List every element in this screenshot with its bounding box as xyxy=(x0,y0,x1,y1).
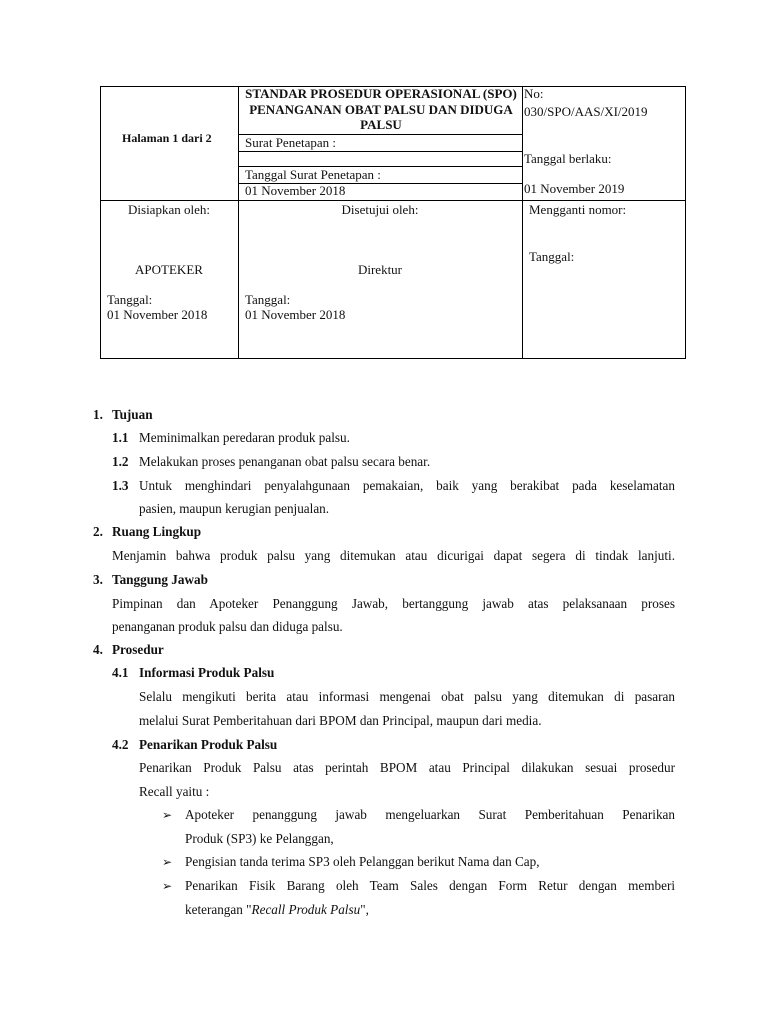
disetujui-tanggal-label: Tanggal: xyxy=(245,292,291,307)
section-number: 4. xyxy=(93,642,103,657)
spo-title-line1: STANDAR PROSEDUR OPERASIONAL (SPO) xyxy=(245,86,517,101)
disiapkan-label: Disiapkan oleh: xyxy=(128,202,210,217)
disiapkan-role: APOTEKER xyxy=(135,262,203,277)
spo-title-line3: PALSU xyxy=(360,117,402,132)
bullet-2: Pengisian tanda terima SP3 oleh Pelanggan berikut Nama dan Cap, xyxy=(185,854,540,869)
bullet-1-line1: Apoteker penanggung jawab mengeluarkan Surat Pemberitahuan Penarikan xyxy=(185,807,675,822)
spo-title-line2: PENANGANAN OBAT PALSU DAN DIDUGA xyxy=(249,102,513,117)
section-title-tujuan: Tujuan xyxy=(112,407,153,422)
surat-penetapan-label: Surat Penetapan : xyxy=(245,135,336,150)
section-number: 1. xyxy=(93,407,103,422)
informasi-line2: melalui Surat Pemberitahuan dari BPOM dan Principal, maupun dari media. xyxy=(139,713,542,728)
arrow-bullet-icon: ➢ xyxy=(162,879,173,893)
section-number: 3. xyxy=(93,572,103,587)
tujuan-item-2: Melakukan proses penanganan obat palsu secara benar. xyxy=(139,454,431,469)
bullet-3-post: ", xyxy=(360,902,369,917)
tujuan-item-3-line1: Untuk menghindari penyalahgunaan pemakaian, baik yang berakibat pada keselamatan xyxy=(139,478,675,493)
subsection-number: 1.3 xyxy=(112,478,129,493)
halaman-label: Halaman 1 dari 2 xyxy=(122,131,212,145)
subsection-number: 1.1 xyxy=(112,430,129,445)
disetujui-tanggal-value: 01 November 2018 xyxy=(245,307,346,322)
no-label: No: xyxy=(524,86,544,101)
tanggung-jawab-line2: penanganan produk palsu dan diduga palsu. xyxy=(112,619,343,634)
disiapkan-tanggal-label: Tanggal: xyxy=(107,292,153,307)
arrow-bullet-icon: ➢ xyxy=(162,855,173,869)
subsection-number: 4.2 xyxy=(112,737,129,752)
section-title-ruang-lingkup: Ruang Lingkup xyxy=(112,524,202,539)
tanggal-surat-penetapan-label: Tanggal Surat Penetapan : xyxy=(245,167,381,182)
bullet-3-italic: Recall Produk Palsu xyxy=(251,902,361,917)
bullet-3-line2 xyxy=(185,902,369,918)
bullet-3-pre: keterangan " xyxy=(185,902,252,917)
table-divider xyxy=(238,86,239,359)
tujuan-item-1: Meminimalkan peredaran produk palsu. xyxy=(139,430,350,445)
mengganti-tanggal-label: Tanggal: xyxy=(529,249,575,264)
subsection-title-informasi: Informasi Produk Palsu xyxy=(139,665,275,680)
table-divider xyxy=(522,86,523,359)
disetujui-label: Disetujui oleh: xyxy=(341,202,419,217)
tanggung-jawab-line1: Pimpinan dan Apoteker Penanggung Jawab, bertanggung jawab atas pelaksanaan proses xyxy=(112,596,675,611)
informasi-line1: Selalu mengikuti berita atau informasi mengenai obat palsu yang ditemukan di pasaran xyxy=(139,689,675,704)
penarikan-line1: Penarikan Produk Palsu atas perintah BPOM atau Principal dilakukan sesuai prosedur xyxy=(139,760,675,775)
tanggal-berlaku-value: 01 November 2019 xyxy=(524,181,625,196)
disiapkan-tanggal-value: 01 November 2018 xyxy=(107,307,208,322)
subsection-title-penarikan: Penarikan Produk Palsu xyxy=(139,737,278,752)
table-divider xyxy=(100,200,686,201)
ruang-lingkup-text: Menjamin bahwa produk palsu yang ditemukan atau dicurigai dapat segera di tindak lanjuti. xyxy=(112,548,675,563)
arrow-bullet-icon: ➢ xyxy=(162,808,173,822)
disetujui-role: Direktur xyxy=(357,262,403,277)
subsection-number: 1.2 xyxy=(112,454,129,469)
penarikan-line2: Recall yaitu : xyxy=(139,784,210,799)
section-title-tanggung-jawab: Tanggung Jawab xyxy=(112,572,208,587)
table-divider xyxy=(238,151,522,152)
tanggal-berlaku-label: Tanggal berlaku: xyxy=(524,151,612,166)
bullet-1-line2: Produk (SP3) ke Pelanggan, xyxy=(185,831,334,846)
subsection-number: 4.1 xyxy=(112,665,129,680)
section-number: 2. xyxy=(93,524,103,539)
bullet-3-line1: Penarikan Fisik Barang oleh Team Sales dengan Form Retur dengan memberi xyxy=(185,878,675,893)
section-title-prosedur: Prosedur xyxy=(112,642,164,657)
tujuan-item-3-line2: pasien, maupun kerugian penjualan. xyxy=(139,501,330,516)
tanggal-surat-penetapan-value: 01 November 2018 xyxy=(245,183,346,198)
no-value: 030/SPO/AAS/XI/2019 xyxy=(524,104,648,119)
mengganti-label: Mengganti nomor: xyxy=(529,202,627,217)
